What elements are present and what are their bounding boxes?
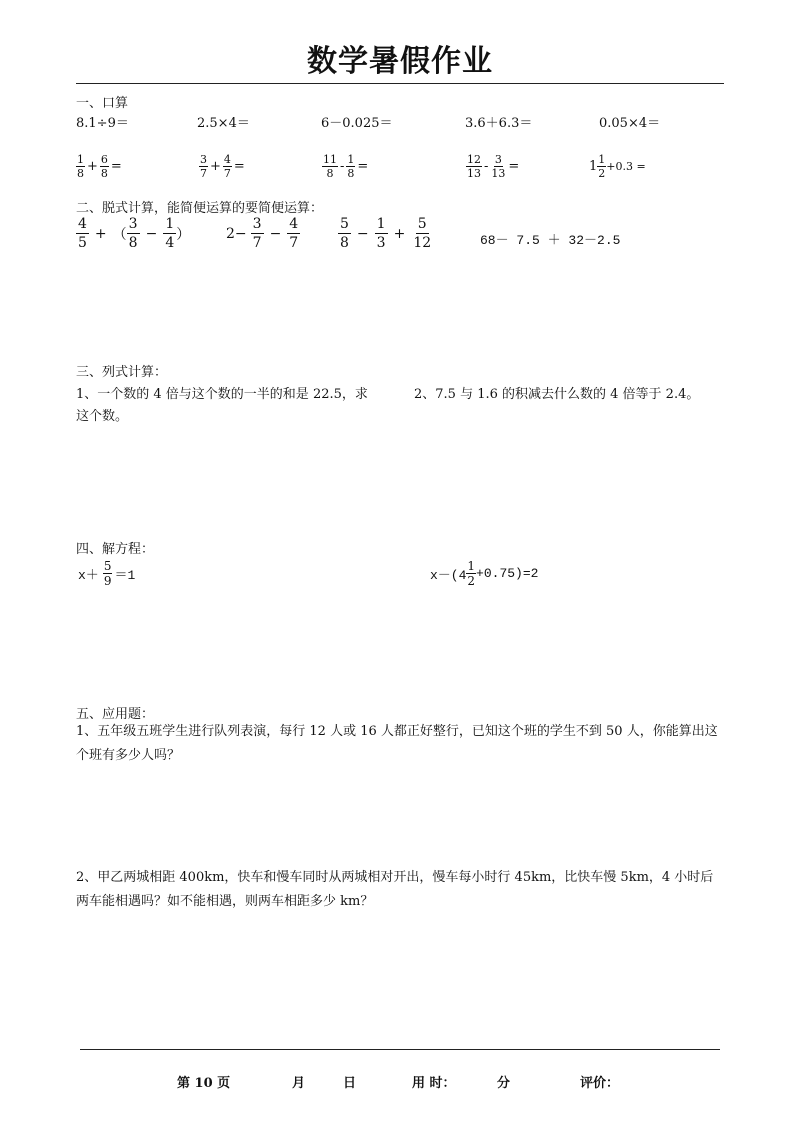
fraction: $\frac{1}{8}$	[77, 153, 84, 180]
listing-question-1-line-1: 1、一个数的 4 倍与这个数的一半的和是 22.5，求	[76, 387, 368, 402]
applied-question-1: 1、五年级五班学生进行队列表演，每行 12 人或 16 人都正好整行，已知这个班的学生不到 50 人，你能算出这个班有多少人吗？	[76, 724, 718, 763]
calc-expression-1: $\frac{4}{5}$ + （ $\frac{3}{8}$ − $\frac{1}{4}$ ）	[78, 216, 191, 251]
calc-expression-4: 68－ 7.5 ＋ 32－2.5	[480, 233, 621, 248]
title-rule	[76, 83, 724, 84]
footer-day: 日	[343, 1076, 357, 1091]
page-title: 数学暑假作业	[307, 44, 493, 79]
listing-question-2: 2、7.5 与 1.6 的积减去什么数的 4 倍等于 2.4。	[414, 387, 700, 402]
footer-time-used: 用 时：	[412, 1076, 456, 1091]
section-equation-heading: 四、解方程：	[76, 542, 155, 557]
equation-1: x＋ $\frac{5}{9}$ ＝1	[78, 559, 136, 588]
oral-item-2: 2.5×4＝	[197, 116, 250, 131]
footer-month: 月	[292, 1076, 306, 1091]
oral-fraction-5: 1 $\frac{1}{2}$ +0.3 =	[589, 153, 646, 180]
oral-item-1: 8.1÷9＝	[76, 116, 129, 131]
calc-expression-3: $\frac{5}{8}$ − $\frac{1}{3}$ + $\frac{5}{12}$	[340, 216, 432, 251]
oral-item-3: 6－0.025＝	[321, 116, 393, 131]
oral-fraction-1: $\frac{1}{8}$ + $\frac{6}{8}$ =	[77, 153, 122, 180]
listing-question-1-line-2: 这个数。	[76, 409, 129, 424]
section-applied-heading: 五、应用题：	[76, 707, 155, 722]
equation-2: x－(4 $\frac{1}{2}$ +0.75)=2	[430, 559, 539, 588]
section-oral-heading: 一、口算	[76, 96, 129, 111]
applied-question-2: 2、甲乙两城相距 400km，快车和慢车同时从两城相对开出，慢车每小时行 45km，比快车慢 5km，4 小时后两车能相遇吗？如不能相遇，则两车相距多少 km？	[76, 870, 714, 909]
footer-page-number: 第 10 页	[177, 1076, 231, 1091]
oral-fraction-3: $\frac{11}{8}$ - $\frac{1}{8}$ =	[323, 153, 369, 180]
calc-expression-2: 2− $\frac{3}{7}$ − $\frac{4}{7}$	[226, 216, 299, 251]
footer-rating: 评价：	[580, 1076, 620, 1091]
oral-item-5: 0.05×4＝	[599, 116, 661, 131]
section-listing-heading: 三、列式计算：	[76, 365, 168, 380]
oral-item-4: 3.6＋6.3＝	[465, 116, 533, 131]
oral-fraction-4: $\frac{12}{13}$ - $\frac{3}{13}$ =	[467, 153, 520, 180]
oral-fraction-2: $\frac{3}{7}$ + $\frac{4}{7}$ =	[200, 153, 245, 180]
fraction: $\frac{1}{8}$	[347, 153, 355, 180]
fraction: $\frac{4}{7}$	[223, 153, 231, 180]
fraction: $\frac{3}{13}$	[491, 153, 506, 180]
fraction: $\frac{12}{13}$	[467, 153, 481, 180]
footer-minutes: 分	[497, 1076, 511, 1091]
fraction: $\frac{6}{8}$	[100, 153, 108, 180]
footer-rule	[80, 1049, 720, 1050]
section-calc-heading: 二、脱式计算，能简便运算的要简便运算：	[76, 201, 324, 216]
fraction: $\frac{3}{7}$	[200, 153, 207, 180]
fraction: $\frac{11}{8}$	[323, 153, 337, 180]
fraction: $\frac{1}{2}$	[598, 153, 606, 180]
